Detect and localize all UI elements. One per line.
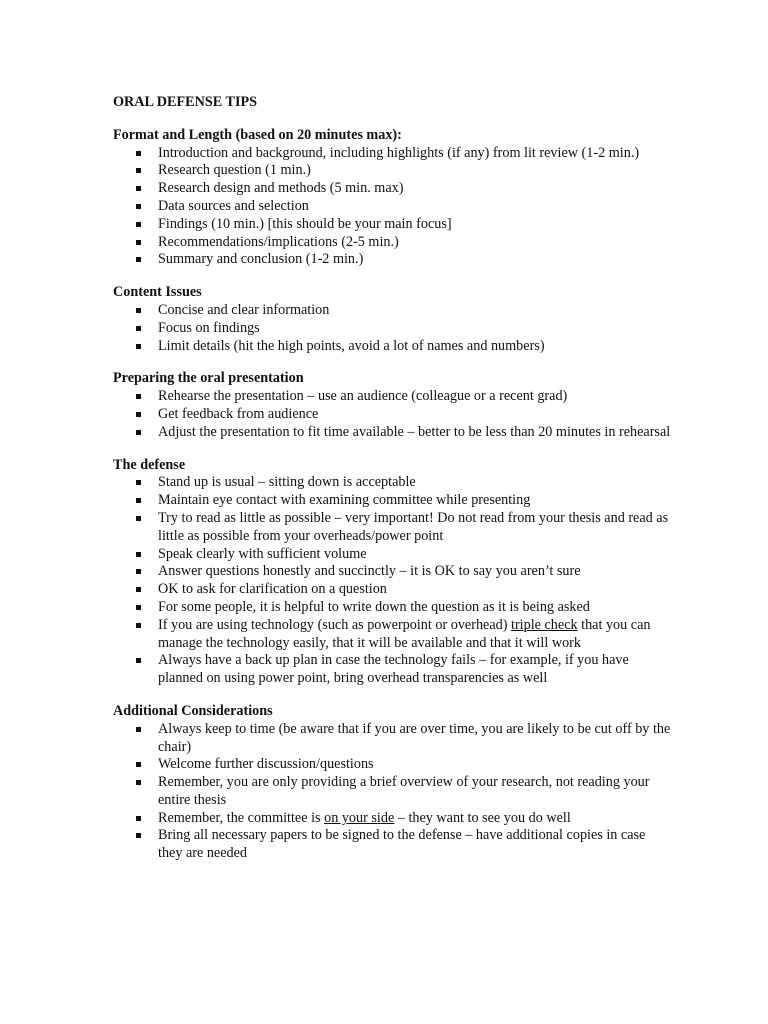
list-item-text: OK to ask for clarification on a question — [158, 581, 387, 598]
square-bullet-icon — [136, 552, 141, 557]
square-bullet-icon — [136, 569, 141, 574]
list-item — [113, 406, 673, 424]
square-bullet-icon — [136, 658, 141, 663]
section-heading: Content Issues — [113, 284, 202, 301]
section-heading: The defense — [113, 456, 186, 473]
list-item-text: Introduction and background, including highlights (if any) from lit review (1-2 min.) — [158, 144, 640, 161]
list-item-text-end: – they want to see you do well — [394, 809, 571, 826]
square-bullet-icon — [136, 151, 141, 156]
square-bullet-icon — [136, 240, 141, 245]
square-bullet-icon — [136, 204, 141, 209]
square-bullet-icon — [136, 587, 141, 592]
list-item-text: Limit details (hit the high points, avoid a lot of names and numbers) — [158, 337, 545, 354]
square-bullet-icon — [136, 516, 141, 521]
list-item — [113, 546, 673, 564]
underlined-emphasis: on your side — [324, 809, 395, 826]
list-item — [113, 810, 673, 828]
bullet-list — [113, 474, 673, 688]
section-the-defense — [113, 457, 673, 688]
square-bullet-icon — [136, 168, 141, 173]
list-item-text: Answer questions honestly and succinctly – it is OK to say you aren’t sure — [158, 563, 581, 580]
list-item-text: Focus on findings — [158, 319, 260, 336]
list-item — [113, 198, 673, 216]
list-item — [113, 756, 673, 774]
section-heading: Preparing the oral presentation — [113, 370, 304, 387]
bullet-list — [113, 388, 673, 441]
list-item — [113, 162, 673, 180]
list-item-text: Remember, you are only providing a brief overview of your research, not reading your entire thesis — [158, 774, 650, 808]
list-item-text-start: Remember, the committee is — [158, 809, 325, 826]
list-item-text: Rehearse the presentation – use an audience (colleague or a recent grad) — [158, 388, 568, 405]
square-bullet-icon — [136, 833, 141, 838]
list-item — [113, 492, 673, 510]
list-item-text: For some people, it is helpful to write down the question as it is being asked — [158, 598, 590, 615]
document-page — [113, 94, 673, 878]
list-item-text: Bring all necessary papers to be signed to the defense – have additional copies in case they are needed — [158, 827, 646, 862]
square-bullet-icon — [136, 186, 141, 191]
section-preparing-oral-presentation — [113, 370, 673, 441]
square-bullet-icon — [136, 498, 141, 503]
list-item — [113, 180, 673, 198]
square-bullet-icon — [136, 816, 141, 821]
list-item-text: Maintain eye contact with examining committee while presenting — [158, 492, 531, 509]
list-item-text: Adjust the presentation to fit time available – better to be less than 20 minutes in rehearsal — [158, 423, 671, 440]
list-item — [113, 563, 673, 581]
list-item — [113, 145, 673, 163]
square-bullet-icon — [136, 623, 141, 628]
list-item — [113, 599, 673, 617]
list-item — [113, 234, 673, 252]
list-item — [113, 216, 673, 234]
list-item — [113, 617, 673, 653]
square-bullet-icon — [136, 344, 141, 349]
list-item-text-start: If you are using technology (such as powerpoint or overhead) — [158, 616, 512, 633]
list-item-text-end: that you can manage the technology easily, that it will be available and that it will work — [158, 616, 651, 651]
square-bullet-icon — [136, 308, 141, 313]
section-content-issues — [113, 284, 673, 355]
list-item-text: Data sources and selection — [158, 197, 309, 214]
list-item — [113, 251, 673, 269]
list-item-text: Always keep to time (be aware that if you are over time, you are likely to be cut off by the chair) — [158, 720, 671, 755]
list-item-text: Speak clearly with sufficient volume — [158, 545, 367, 562]
underlined-emphasis: triple check — [511, 616, 578, 633]
list-item-text: Findings (10 min.) [this should be your main focus] — [158, 215, 452, 232]
document-title: ORAL DEFENSE TIPS — [113, 94, 258, 110]
bullet-list — [113, 145, 673, 270]
list-item — [113, 302, 673, 320]
square-bullet-icon — [136, 222, 141, 227]
list-item — [113, 581, 673, 599]
bullet-list — [113, 302, 673, 355]
section-format-and-length — [113, 127, 673, 269]
list-item — [113, 320, 673, 338]
list-item — [113, 474, 673, 492]
square-bullet-icon — [136, 480, 141, 485]
list-item-text: Try to read as little as possible – very important! Do not read from your thesis and read as little as possible from your overheads/power point — [158, 509, 669, 544]
list-item-text: Summary and conclusion (1-2 min.) — [158, 251, 364, 268]
square-bullet-icon — [136, 727, 141, 732]
list-item — [113, 774, 673, 810]
list-item-text: Stand up is usual – sitting down is acceptable — [158, 474, 416, 491]
list-item — [113, 827, 673, 863]
section-additional-considerations — [113, 703, 673, 863]
square-bullet-icon — [136, 326, 141, 331]
list-item — [113, 510, 673, 546]
square-bullet-icon — [136, 605, 141, 610]
section-heading: Additional Considerations — [113, 702, 273, 719]
square-bullet-icon — [136, 762, 141, 767]
list-item — [113, 721, 673, 757]
square-bullet-icon — [136, 394, 141, 399]
list-item — [113, 424, 673, 442]
list-item-text: Get feedback from audience — [158, 405, 319, 422]
section-heading: Format and Length (based on 20 minutes max): — [113, 126, 402, 143]
list-item-text: Welcome further discussion/questions — [158, 756, 374, 773]
list-item-text: Research question (1 min.) — [158, 162, 311, 179]
list-item-text: Research design and methods (5 min. max) — [158, 180, 404, 197]
square-bullet-icon — [136, 257, 141, 262]
list-item-text: Recommendations/implications (2-5 min.) — [158, 233, 399, 250]
list-item-text: Concise and clear information — [158, 301, 330, 318]
bullet-list — [113, 721, 673, 863]
square-bullet-icon — [136, 412, 141, 417]
list-item — [113, 338, 673, 356]
list-item-text: Always have a back up plan in case the technology fails – for example, if you have planned on using power point, bring overhead transparencies as well — [158, 652, 629, 687]
square-bullet-icon — [136, 430, 141, 435]
square-bullet-icon — [136, 780, 141, 785]
list-item — [113, 652, 673, 688]
list-item — [113, 388, 673, 406]
